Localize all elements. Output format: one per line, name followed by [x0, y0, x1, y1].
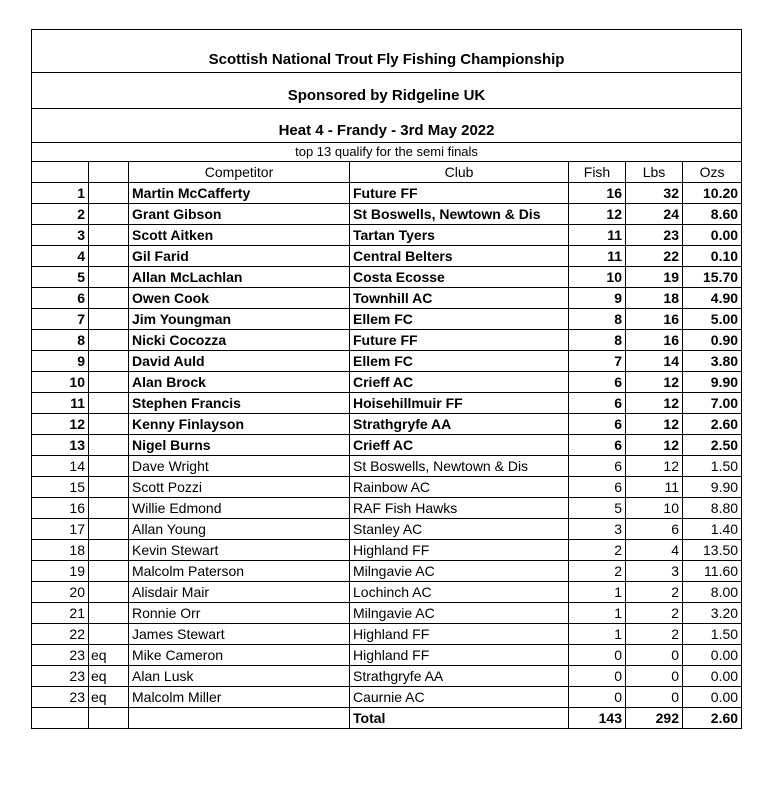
- table-row: [32, 204, 742, 225]
- tie-marker-cell: eq: [89, 687, 129, 708]
- club-cell: St Boswells, Newtown & Dis: [350, 204, 569, 225]
- club-cell: Ellem FC: [350, 351, 569, 372]
- competitor-cell: Alisdair Mair: [129, 582, 350, 603]
- lbs-cell: 0: [626, 687, 683, 708]
- fish-cell: 9: [569, 288, 626, 309]
- lbs-cell: 16: [626, 330, 683, 351]
- competitor-cell: Nigel Burns: [129, 435, 350, 456]
- sponsor-line: Sponsored by Ridgeline UK: [32, 73, 742, 109]
- position-cell: 16: [32, 498, 89, 519]
- club-cell: Strathgryfe AA: [350, 414, 569, 435]
- position-cell: 23: [32, 645, 89, 666]
- ozs-cell: 2.60: [683, 414, 742, 435]
- position-header: [32, 162, 89, 183]
- lbs-cell: 10: [626, 498, 683, 519]
- fish-cell: 11: [569, 246, 626, 267]
- tie-marker-cell: [89, 246, 129, 267]
- competitor-cell: Kenny Finlayson: [129, 414, 350, 435]
- lbs-cell: 22: [626, 246, 683, 267]
- lbs-cell: 19: [626, 267, 683, 288]
- club-cell: Ellem FC: [350, 309, 569, 330]
- lbs-cell: 12: [626, 414, 683, 435]
- tie-marker-cell: [89, 393, 129, 414]
- tie-marker-cell: eq: [89, 645, 129, 666]
- competitor-cell: Willie Edmond: [129, 498, 350, 519]
- tie-marker-cell: eq: [89, 666, 129, 687]
- club-cell: Costa Ecosse: [350, 267, 569, 288]
- lbs-cell: 12: [626, 393, 683, 414]
- lbs-cell: 23: [626, 225, 683, 246]
- position-cell: 23: [32, 666, 89, 687]
- fish-cell: 6: [569, 372, 626, 393]
- club-cell: Tartan Tyers: [350, 225, 569, 246]
- position-cell: 6: [32, 288, 89, 309]
- club-cell: Future FF: [350, 183, 569, 204]
- fish-cell: 0: [569, 645, 626, 666]
- tie-marker-cell: [89, 288, 129, 309]
- position-cell: 9: [32, 351, 89, 372]
- fish-cell: 2: [569, 540, 626, 561]
- position-cell: 14: [32, 456, 89, 477]
- competitor-cell: Alan Brock: [129, 372, 350, 393]
- position-cell: 22: [32, 624, 89, 645]
- tie-marker-cell: [89, 225, 129, 246]
- fish-cell: 8: [569, 309, 626, 330]
- fish-cell: 6: [569, 414, 626, 435]
- club-cell: Strathgryfe AA: [350, 666, 569, 687]
- competitor-cell: Jim Youngman: [129, 309, 350, 330]
- position-cell: 18: [32, 540, 89, 561]
- position-cell: 7: [32, 309, 89, 330]
- fish-cell: 0: [569, 666, 626, 687]
- table-row: [32, 498, 742, 519]
- table-row: [32, 393, 742, 414]
- club-cell: Crieff AC: [350, 372, 569, 393]
- club-cell: Hoisehillmuir FF: [350, 393, 569, 414]
- sponsor-row: [32, 73, 742, 109]
- fish-cell: 6: [569, 435, 626, 456]
- fish-cell: 10: [569, 267, 626, 288]
- ozs-cell: 11.60: [683, 561, 742, 582]
- fish-cell: 0: [569, 687, 626, 708]
- tie-marker-cell: [89, 435, 129, 456]
- lbs-cell: 2: [626, 603, 683, 624]
- lbs-cell: 16: [626, 309, 683, 330]
- total-lbs: 292: [626, 708, 683, 729]
- ozs-cell: 1.50: [683, 624, 742, 645]
- position-cell: 4: [32, 246, 89, 267]
- fish-cell: 8: [569, 330, 626, 351]
- position-cell: 23: [32, 687, 89, 708]
- table-row: [32, 456, 742, 477]
- position-cell: 11: [32, 393, 89, 414]
- tie-marker-cell: [89, 309, 129, 330]
- table-row: [32, 267, 742, 288]
- competitor-cell: Gil Farid: [129, 246, 350, 267]
- lbs-cell: 3: [626, 561, 683, 582]
- club-header: Club: [350, 162, 569, 183]
- fish-cell: 1: [569, 582, 626, 603]
- tie-marker-cell: [89, 498, 129, 519]
- ozs-cell: 2.50: [683, 435, 742, 456]
- club-cell: Future FF: [350, 330, 569, 351]
- column-header-row: [32, 162, 742, 183]
- club-cell: Milngavie AC: [350, 561, 569, 582]
- ozs-cell: 3.80: [683, 351, 742, 372]
- ozs-cell: 7.00: [683, 393, 742, 414]
- tie-marker-cell: [89, 477, 129, 498]
- ozs-cell: 0.10: [683, 246, 742, 267]
- ozs-cell: 4.90: [683, 288, 742, 309]
- results-sheet: [31, 29, 741, 729]
- position-cell: 5: [32, 267, 89, 288]
- ozs-cell: 0.00: [683, 666, 742, 687]
- lbs-cell: 6: [626, 519, 683, 540]
- heat-row: [32, 109, 742, 143]
- tie-marker-cell: [89, 183, 129, 204]
- club-cell: St Boswells, Newtown & Dis: [350, 456, 569, 477]
- tie-marker-cell: [89, 414, 129, 435]
- results-table: [31, 29, 742, 729]
- competitor-cell: Allan McLachlan: [129, 267, 350, 288]
- lbs-cell: 0: [626, 666, 683, 687]
- competitor-cell: James Stewart: [129, 624, 350, 645]
- competitor-cell: Scott Pozzi: [129, 477, 350, 498]
- qualify-note-row: [32, 143, 742, 162]
- competitor-cell: Nicki Cocozza: [129, 330, 350, 351]
- championship-title: Scottish National Trout Fly Fishing Championship: [32, 30, 742, 73]
- table-row: [32, 603, 742, 624]
- tie-marker-cell: [89, 582, 129, 603]
- ozs-cell: 0.90: [683, 330, 742, 351]
- ozs-cell: 1.50: [683, 456, 742, 477]
- fish-cell: 6: [569, 456, 626, 477]
- club-cell: Crieff AC: [350, 435, 569, 456]
- table-row: [32, 666, 742, 687]
- club-cell: Milngavie AC: [350, 603, 569, 624]
- fish-cell: 1: [569, 624, 626, 645]
- lbs-cell: 12: [626, 372, 683, 393]
- club-cell: Highland FF: [350, 624, 569, 645]
- club-cell: RAF Fish Hawks: [350, 498, 569, 519]
- lbs-cell: 24: [626, 204, 683, 225]
- table-row: [32, 561, 742, 582]
- table-row: [32, 288, 742, 309]
- total-competitor-cell: [129, 708, 350, 729]
- fish-header: Fish: [569, 162, 626, 183]
- competitor-cell: Alan Lusk: [129, 666, 350, 687]
- fish-cell: 12: [569, 204, 626, 225]
- club-cell: Central Belters: [350, 246, 569, 267]
- competitor-cell: Dave Wright: [129, 456, 350, 477]
- lbs-cell: 12: [626, 456, 683, 477]
- competitor-cell: Malcolm Paterson: [129, 561, 350, 582]
- ozs-cell: 9.90: [683, 372, 742, 393]
- competitor-cell: Allan Young: [129, 519, 350, 540]
- club-cell: Lochinch AC: [350, 582, 569, 603]
- table-row: [32, 540, 742, 561]
- total-fish: 143: [569, 708, 626, 729]
- total-label: Total: [350, 708, 569, 729]
- position-cell: 12: [32, 414, 89, 435]
- lbs-cell: 2: [626, 624, 683, 645]
- tie-marker-cell: [89, 372, 129, 393]
- competitor-cell: David Auld: [129, 351, 350, 372]
- total-ozs: 2.60: [683, 708, 742, 729]
- ozs-cell: 9.90: [683, 477, 742, 498]
- ozs-cell: 0.00: [683, 225, 742, 246]
- competitor-cell: Mike Cameron: [129, 645, 350, 666]
- position-cell: 19: [32, 561, 89, 582]
- table-row: [32, 519, 742, 540]
- qualify-note: top 13 qualify for the semi finals: [32, 143, 742, 162]
- lbs-cell: 12: [626, 435, 683, 456]
- club-cell: Highland FF: [350, 540, 569, 561]
- competitor-cell: Scott Aitken: [129, 225, 350, 246]
- position-cell: 21: [32, 603, 89, 624]
- ozs-cell: 8.80: [683, 498, 742, 519]
- ozs-cell: 3.20: [683, 603, 742, 624]
- competitor-cell: Martin McCafferty: [129, 183, 350, 204]
- table-row: [32, 414, 742, 435]
- position-cell: 2: [32, 204, 89, 225]
- lbs-cell: 18: [626, 288, 683, 309]
- position-cell: 17: [32, 519, 89, 540]
- ozs-cell: 0.00: [683, 645, 742, 666]
- ozs-cell: 8.00: [683, 582, 742, 603]
- table-row: [32, 330, 742, 351]
- tie-marker-cell: [89, 204, 129, 225]
- club-cell: Rainbow AC: [350, 477, 569, 498]
- tie-marker-cell: [89, 519, 129, 540]
- fish-cell: 11: [569, 225, 626, 246]
- competitor-header: Competitor: [129, 162, 350, 183]
- table-row: [32, 582, 742, 603]
- ozs-header: Ozs: [683, 162, 742, 183]
- tie-header: [89, 162, 129, 183]
- position-cell: 13: [32, 435, 89, 456]
- table-row: [32, 351, 742, 372]
- competitor-cell: Ronnie Orr: [129, 603, 350, 624]
- position-cell: 1: [32, 183, 89, 204]
- tie-marker-cell: [89, 351, 129, 372]
- total-tie-cell: [89, 708, 129, 729]
- ozs-cell: 10.20: [683, 183, 742, 204]
- lbs-cell: 0: [626, 645, 683, 666]
- tie-marker-cell: [89, 267, 129, 288]
- competitor-cell: Owen Cook: [129, 288, 350, 309]
- position-cell: 15: [32, 477, 89, 498]
- heat-title: Heat 4 - Frandy - 3rd May 2022: [32, 109, 742, 143]
- competitor-cell: Stephen Francis: [129, 393, 350, 414]
- title-row: [32, 30, 742, 73]
- position-cell: 10: [32, 372, 89, 393]
- table-row: [32, 624, 742, 645]
- fish-cell: 6: [569, 477, 626, 498]
- table-row: [32, 645, 742, 666]
- fish-cell: 3: [569, 519, 626, 540]
- fish-cell: 6: [569, 393, 626, 414]
- ozs-cell: 13.50: [683, 540, 742, 561]
- fish-cell: 5: [569, 498, 626, 519]
- position-cell: 8: [32, 330, 89, 351]
- lbs-cell: 11: [626, 477, 683, 498]
- tie-marker-cell: [89, 561, 129, 582]
- fish-cell: 7: [569, 351, 626, 372]
- competitor-cell: Grant Gibson: [129, 204, 350, 225]
- fish-cell: 1: [569, 603, 626, 624]
- total-position-cell: [32, 708, 89, 729]
- ozs-cell: 15.70: [683, 267, 742, 288]
- ozs-cell: 1.40: [683, 519, 742, 540]
- club-cell: Townhill AC: [350, 288, 569, 309]
- table-row: [32, 183, 742, 204]
- tie-marker-cell: [89, 456, 129, 477]
- club-cell: Stanley AC: [350, 519, 569, 540]
- lbs-cell: 14: [626, 351, 683, 372]
- competitor-cell: Kevin Stewart: [129, 540, 350, 561]
- fish-cell: 16: [569, 183, 626, 204]
- total-row: [32, 708, 742, 729]
- table-row: [32, 225, 742, 246]
- fish-cell: 2: [569, 561, 626, 582]
- table-row: [32, 372, 742, 393]
- competitor-cell: Malcolm Miller: [129, 687, 350, 708]
- tie-marker-cell: [89, 603, 129, 624]
- position-cell: 20: [32, 582, 89, 603]
- table-row: [32, 687, 742, 708]
- table-row: [32, 477, 742, 498]
- lbs-cell: 4: [626, 540, 683, 561]
- lbs-cell: 2: [626, 582, 683, 603]
- lbs-header: Lbs: [626, 162, 683, 183]
- ozs-cell: 5.00: [683, 309, 742, 330]
- table-row: [32, 246, 742, 267]
- tie-marker-cell: [89, 330, 129, 351]
- position-cell: 3: [32, 225, 89, 246]
- club-cell: Caurnie AC: [350, 687, 569, 708]
- table-row: [32, 309, 742, 330]
- tie-marker-cell: [89, 540, 129, 561]
- lbs-cell: 32: [626, 183, 683, 204]
- ozs-cell: 0.00: [683, 687, 742, 708]
- table-row: [32, 435, 742, 456]
- club-cell: Highland FF: [350, 645, 569, 666]
- tie-marker-cell: [89, 624, 129, 645]
- ozs-cell: 8.60: [683, 204, 742, 225]
